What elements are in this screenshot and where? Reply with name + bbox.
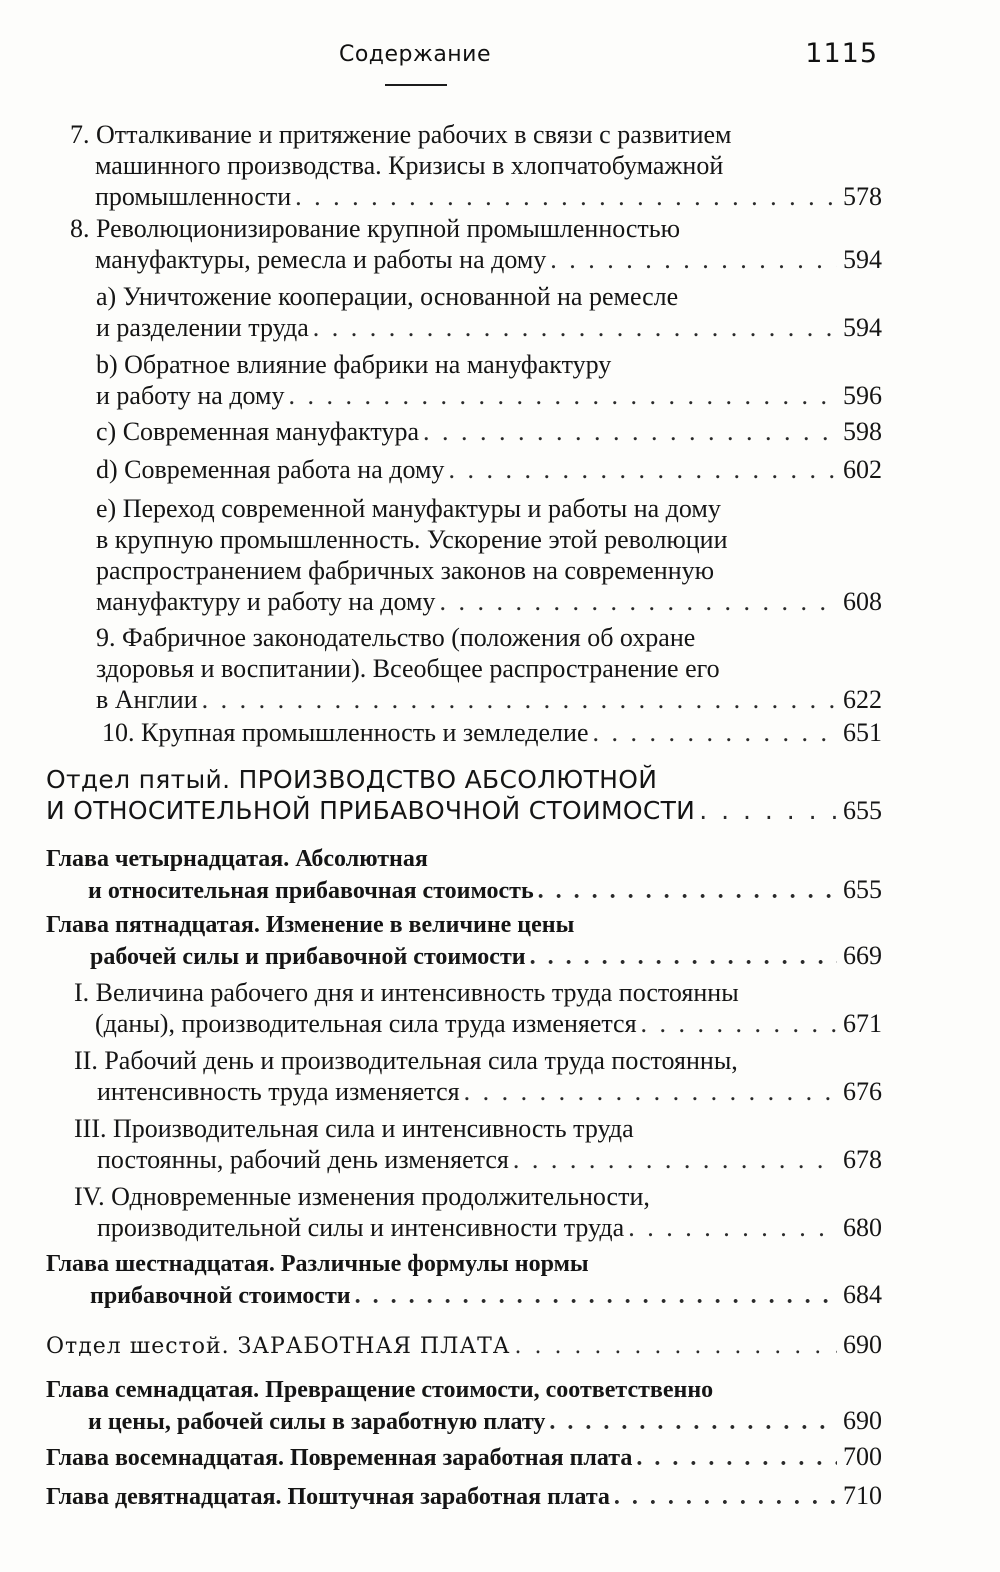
toc-entry-line: II. Рабочий день и производительная сила труда постоянны, xyxy=(74,1046,738,1075)
toc-entry-line: прибавочной стоимости xyxy=(90,1283,351,1309)
toc-entry-line: Глава четырнадцатая. Абсолютная xyxy=(46,846,428,872)
toc-entry-line: и цены, рабочей силы в заработную плату xyxy=(88,1409,546,1435)
toc-entry-last-line xyxy=(102,716,882,750)
toc-entry-last-line xyxy=(96,379,882,413)
title-underline xyxy=(385,84,447,86)
toc-entry-line: a) Уничтожение кооперации, основанной на ремесле xyxy=(96,282,679,311)
dot-leader xyxy=(295,180,837,214)
page-ref: 690 xyxy=(843,1330,882,1359)
dot-leader xyxy=(550,243,837,277)
toc-entry-last-line xyxy=(96,683,882,717)
toc-entry-line: и разделении труда xyxy=(96,313,309,342)
page-ref: 594 xyxy=(843,245,882,274)
toc-entry-last-line xyxy=(88,1404,882,1438)
toc-entry-line: Глава семнадцатая. Превращение стоимости, соответственно xyxy=(46,1377,714,1403)
dot-leader xyxy=(530,940,837,974)
dot-leader xyxy=(549,1405,837,1439)
dot-leader xyxy=(464,1075,837,1109)
toc-entry-line: и относительная прибавочная стоимость xyxy=(88,878,534,904)
toc-entry-line: III. Производительная сила и интенсивность труда xyxy=(74,1114,634,1143)
toc-entry-line: здоровья и воспитании). Всеобщее распространение его xyxy=(96,654,720,683)
toc-entry-line: Глава восемнадцатая. Повременная заработная плата xyxy=(46,1445,633,1471)
toc-entry-last-line xyxy=(97,1075,882,1109)
toc-entry-line: Отдел пятый. ПРОИЗВОДСТВО АБСОЛЮТНОЙ xyxy=(46,765,658,794)
dot-leader xyxy=(614,1480,837,1514)
dot-leader xyxy=(514,1330,837,1364)
page-title: Содержание xyxy=(338,42,492,67)
toc-entry-last-line xyxy=(88,873,882,907)
toc-entry-last-line xyxy=(95,1007,882,1041)
toc-entry-last-line xyxy=(96,453,882,487)
dot-leader xyxy=(513,1143,837,1177)
page-ref: 678 xyxy=(843,1145,882,1174)
toc-entry-line: (даны), производительная сила труда изменяется xyxy=(95,1009,637,1038)
page-ref: 608 xyxy=(843,587,882,616)
page-ref: 676 xyxy=(843,1077,882,1106)
toc-entry-last-line xyxy=(46,1479,882,1513)
toc-entry-last-line xyxy=(96,415,882,449)
toc-entry-last-line xyxy=(97,1143,882,1177)
toc-entry-line: интенсивность труда изменяется xyxy=(97,1077,460,1106)
toc-entry-last-line xyxy=(97,1211,882,1245)
toc-entry-last-line xyxy=(96,311,882,345)
toc-entry-last-line xyxy=(46,794,882,828)
toc-entry-line: IV. Одновременные изменения продолжительности, xyxy=(74,1182,650,1211)
toc-entry-line: b) Обратное влияние фабрики на мануфактуру xyxy=(96,350,612,379)
page-ref: 671 xyxy=(843,1009,882,1038)
toc-entry-line: c) Современная мануфактура xyxy=(96,417,419,446)
toc-entry-line: Глава пятнадцатая. Изменение в величине цены xyxy=(46,912,575,938)
page-ref: 594 xyxy=(843,313,882,342)
toc-entry-line: I. Величина рабочего дня и интенсивность труда постоянны xyxy=(74,978,739,1007)
toc-entry-last-line xyxy=(96,585,882,619)
toc-entry-line: Отдел шестой. ЗАРАБОТНАЯ ПЛАТА xyxy=(46,1334,511,1359)
toc-entry-last-line xyxy=(95,243,882,277)
page-ref: 700 xyxy=(843,1442,882,1471)
dot-leader xyxy=(202,683,837,717)
toc-entry-line: Глава девятнадцатая. Поштучная заработная плата xyxy=(46,1484,610,1510)
dot-leader xyxy=(313,311,837,345)
toc-entry-line: рабочей силы и прибавочной стоимости xyxy=(90,944,526,970)
toc-entry-line: 9. Фабричное законодательство (положения об охране xyxy=(96,623,696,652)
toc-entry-line: мануфактуру и работу на дому xyxy=(96,587,436,616)
page-ref: 669 xyxy=(843,941,882,970)
toc-entry-line: Глава шестнадцатая. Различные формулы нормы xyxy=(46,1251,589,1277)
toc-entry-line: распространением фабричных законов на современную xyxy=(96,556,715,585)
page-ref: 655 xyxy=(843,796,882,825)
toc-entry-line: 10. Крупная промышленность и земледелие xyxy=(102,718,589,747)
toc-entry-line: в крупную промышленность. Ускорение этой революции xyxy=(96,525,728,554)
toc-entry-last-line xyxy=(90,939,882,973)
dot-leader xyxy=(628,1211,837,1245)
dot-leader xyxy=(699,794,837,828)
dot-leader xyxy=(439,585,837,619)
page-ref: 596 xyxy=(843,381,882,410)
page-ref: 622 xyxy=(843,685,882,714)
toc-entry-line: 7. Отталкивание и притяжение рабочих в связи с развитием xyxy=(70,120,732,149)
toc-entry-last-line xyxy=(46,1440,882,1474)
dot-leader xyxy=(592,716,837,750)
page-ref: 655 xyxy=(843,875,882,904)
page-ref: 651 xyxy=(843,718,882,747)
toc-entry-line: e) Переход современной мануфактуры и работы на дому xyxy=(96,494,721,523)
dot-leader xyxy=(355,1279,837,1313)
page-ref: 684 xyxy=(843,1280,882,1309)
toc-entry-line: d) Современная работа на дому xyxy=(96,455,445,484)
page-ref: 602 xyxy=(843,455,882,484)
toc-entry-line: и работу на дому xyxy=(96,381,285,410)
toc-entry-last-line xyxy=(90,1278,882,1312)
running-head xyxy=(0,38,1000,98)
toc-entry-line: в Англии xyxy=(96,685,198,714)
page-ref: 598 xyxy=(843,417,882,446)
dot-leader xyxy=(289,379,838,413)
page-ref: 578 xyxy=(843,182,882,211)
dot-leader xyxy=(448,453,837,487)
page-ref: 710 xyxy=(843,1481,882,1510)
toc-entry-line: промышленности xyxy=(95,182,292,211)
page-ref: 680 xyxy=(843,1213,882,1242)
dot-leader xyxy=(641,1007,837,1041)
toc-entry-line: производительной силы и интенсивности труда xyxy=(97,1213,625,1242)
toc-entry-last-line xyxy=(46,1328,882,1362)
toc-entry-line: постоянны, рабочий день изменяется xyxy=(97,1145,509,1174)
toc-entry-last-line xyxy=(95,180,882,214)
toc-entry-line: мануфактуры, ремесла и работы на дому xyxy=(95,245,547,274)
page-number: 1115 xyxy=(805,38,878,69)
page-ref: 690 xyxy=(843,1406,882,1435)
dot-leader xyxy=(423,415,837,449)
toc-entry-line: машинного производства. Кризисы в хлопчатобумажной xyxy=(95,151,724,180)
dot-leader xyxy=(636,1441,837,1475)
toc-entry-line: И ОТНОСИТЕЛЬНОЙ ПРИБАВОЧНОЙ СТОИМОСТИ xyxy=(46,796,696,825)
toc-entry-line: 8. Революционизирование крупной промышленностью xyxy=(70,214,681,243)
dot-leader xyxy=(538,874,837,908)
